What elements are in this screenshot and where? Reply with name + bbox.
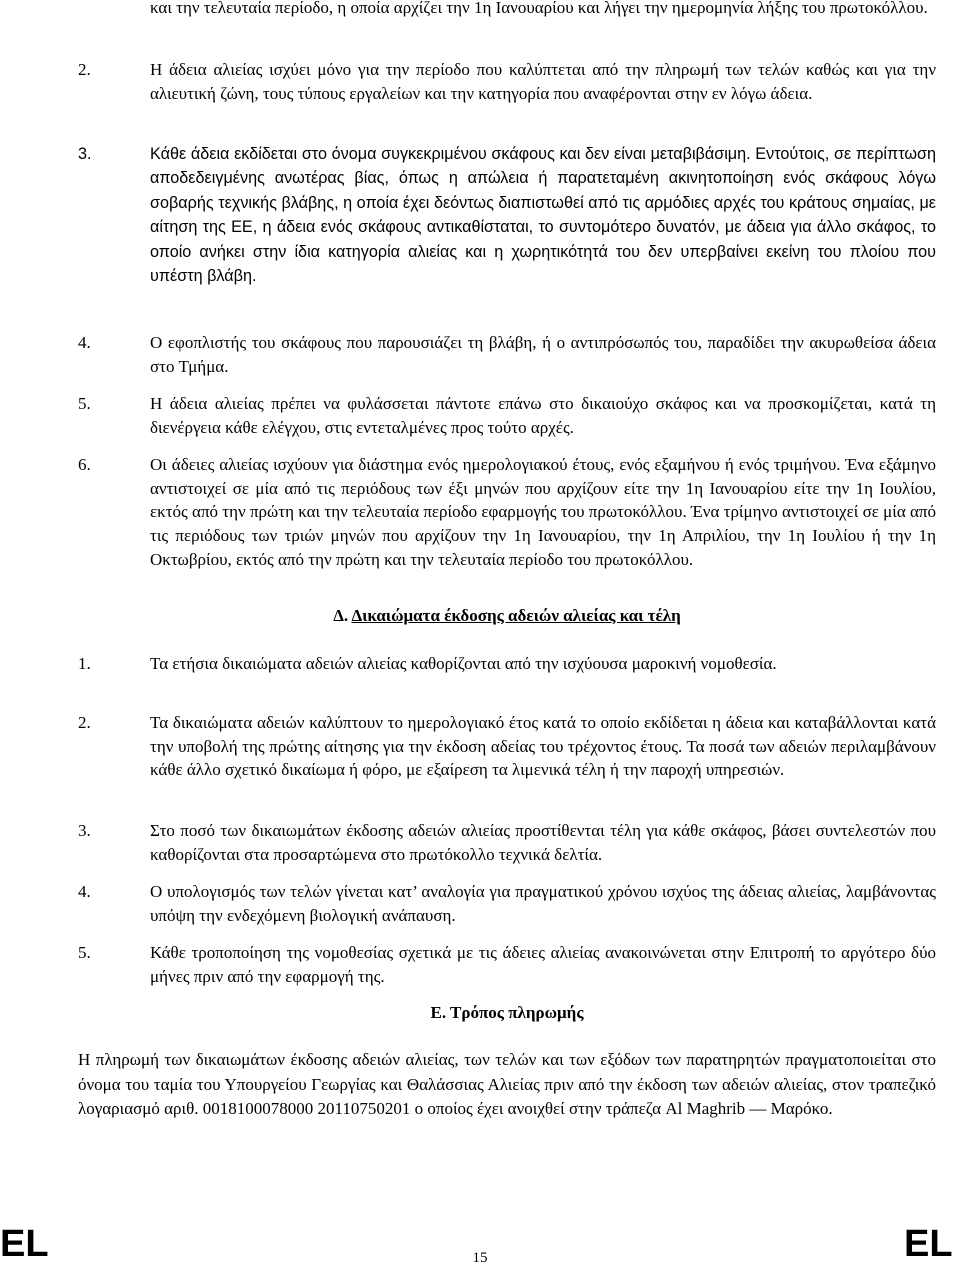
page-number: 15 — [472, 1250, 488, 1266]
footer-language-right: EL — [904, 1223, 953, 1265]
item-text: Ο υπολογισμός των τελών γίνεται κατ’ αναλογία για πραγματικού χρόνου ισχύος της άδειας αλιείας, λαμβάνοντας υπόψη την ενδεχόμενη βιολογική ανάπαυση. — [150, 882, 936, 925]
item-c4 — [78, 331, 936, 378]
item-number: 2. — [78, 713, 91, 732]
item-c3 — [78, 142, 936, 288]
section-heading-d — [78, 604, 936, 628]
item-text: Οι άδειες αλιείας ισχύουν για διάστημα ενός ημερολογιακού έτους, ενός εξαμήνου ή ενός τριμήνου. Ένα εξάμηνο αντιστοιχεί σε μία από τις περιόδους των έξι μηνών που αρχίζουν είτε την 1η Ιανουαρίου είτε την 1η Ιουλίου, εκτός από την πρώτη και την τελευταία περίοδο εφαρμογής του πρωτοκόλλου. Ένα τρίμηνο αντιστοιχεί σε μία από τις περιόδους των τριών μηνών που αρχίζουν την 1η Ιανουαρίου, την 1η Απριλίου, την 1η Ιουλίου ή την 1η Οκτωβρίου, εκτός από την πρώτη και την τελευταία περίοδο του πρωτοκόλλου. — [150, 455, 936, 569]
item-d2 — [78, 711, 936, 782]
heading-title: Δικαιώματα έκδοσης αδειών αλιείας και τέλη — [351, 606, 681, 625]
item-d5 — [78, 941, 936, 988]
item-text: Ο εφοπλιστής του σκάφους που παρουσιάζει τη βλάβη, ή ο αντιπρόσωπός του, παραδίδει την ακυρωθείσα άδεια στο Τμήμα. — [150, 333, 936, 376]
heading-prefix: Δ. — [333, 606, 352, 625]
item-number: 4. — [78, 333, 91, 352]
item-text: Η άδεια αλιείας πρέπει να φυλάσσεται πάντοτε επάνω στο δικαιούχο σκάφος και να προσκομίζεται, κατά τη διενέργεια κάθε ελέγχου, στις εντεταλμένες προς τούτο αρχές. — [150, 394, 936, 437]
item-d4 — [78, 880, 936, 927]
item-number: 1. — [78, 654, 91, 673]
payment-paragraph: Η πληρωμή των δικαιωμάτων έκδοσης αδειών αλιείας, των τελών και των εξόδων των παρατηρητών πραγματοποιείται στο όνομα του ταμία του Υπουργείου Γεωργίας και Θαλάσσιας Αλιείας πριν από την έκδοση των αδειών αλιείας, στον τραπεζικό λογαριασμό αριθ. 0018100078000 20110750201 ο οποίος έχει ανοιχθεί στην τράπεζα Al Maghrib — Μαρόκο. — [78, 1050, 936, 1118]
footer-language-left: EL — [0, 1223, 49, 1265]
item-number: 3. — [78, 821, 91, 840]
item-text: Κάθε τροποποίηση της νομοθεσίας σχετικά με τις άδειες αλιείας ανακοινώνεται στην Επιτροπή το αργότερο δύο μήνες πριν από την εφαρμογή της. — [150, 943, 936, 986]
item-c5 — [78, 392, 936, 439]
item-number: 5. — [78, 394, 91, 413]
item-c2 — [78, 58, 936, 105]
item-number: 2. — [78, 60, 91, 79]
section-heading-e: Ε. Τρόπος πληρωμής — [430, 1003, 584, 1022]
item-number: 3. — [78, 145, 92, 163]
item-number: 6. — [78, 455, 91, 474]
item-text: Κάθε άδεια εκδίδεται στο όνομα συγκεκριμένου σκάφους και δεν είναι μεταβιβάσιμη. Εντούτοις, σε περίπτωση αποδεδειγμένης ανωτέρας βίας, όπως η απώλεια ή παρατεταμένη ακινητοποίηση ενός σκάφους λόγω σοβαρής τεχνικής βλάβης, η οποία έχει δεόντως διαπιστωθεί από τις αρμόδιες αρχές του κράτους σημαίας, με αίτηση της ΕΕ, η άδεια ενός σκάφους αντικαθίσταται, το συντομότερο δυνατόν, με άδεια για άλλο σκάφος, το οποίο ανήκει στην ίδια κατηγορία αλιείας και η χωρητικότητά του δεν υπερβαίνει εκείνη του πλοίου που υπέστη βλάβη. — [150, 145, 936, 286]
item-d3 — [78, 819, 936, 866]
item-c6 — [78, 453, 936, 572]
item-text: Τα ετήσια δικαιώματα αδειών αλιείας καθορίζονται από την ισχύουσα μαροκινή νομοθεσία. — [150, 654, 777, 673]
item-text: Τα δικαιώματα αδειών καλύπτουν το ημερολογιακό έτος κατά το οποίο εκδίδεται η άδεια και καταβάλλονται κατά την υποβολή της πρώτης αίτησης για την έκδοση αδείας του τρέχοντος έτους. Τα ποσά των αδειών περιλαμβάνουν κάθε άλλο σχετικό δικαίωμα ή φόρο, με εξαίρεση τα λιμενικά τέλη ή την παροχή υπηρεσιών. — [150, 713, 936, 780]
item-text: Η άδεια αλιείας ισχύει μόνο για την περίοδο που καλύπτεται από την πληρωμή των τελών καθώς και για την αλιευτική ζώνη, τους τύπους εργαλείων και την κατηγορία που αναφέρονται στην εν λόγω άδεια. — [150, 60, 936, 103]
continuation-text: και την τελευταία περίοδο, η οποία αρχίζει την 1η Ιανουαρίου και λήγει την ημερομηνία λήξης του πρωτοκόλλου. — [150, 0, 928, 17]
item-text: Στο ποσό των δικαιωμάτων έκδοσης αδειών αλιείας προστίθενται τέλη για κάθε σκάφος, βάσει συντελεστών που καθορίζονται στα προσαρτώμενα στο πρωτόκολλο τεχνικά δελτία. — [150, 821, 936, 864]
item-number: 4. — [78, 882, 91, 901]
item-number: 5. — [78, 943, 91, 962]
item-d1 — [78, 652, 936, 676]
